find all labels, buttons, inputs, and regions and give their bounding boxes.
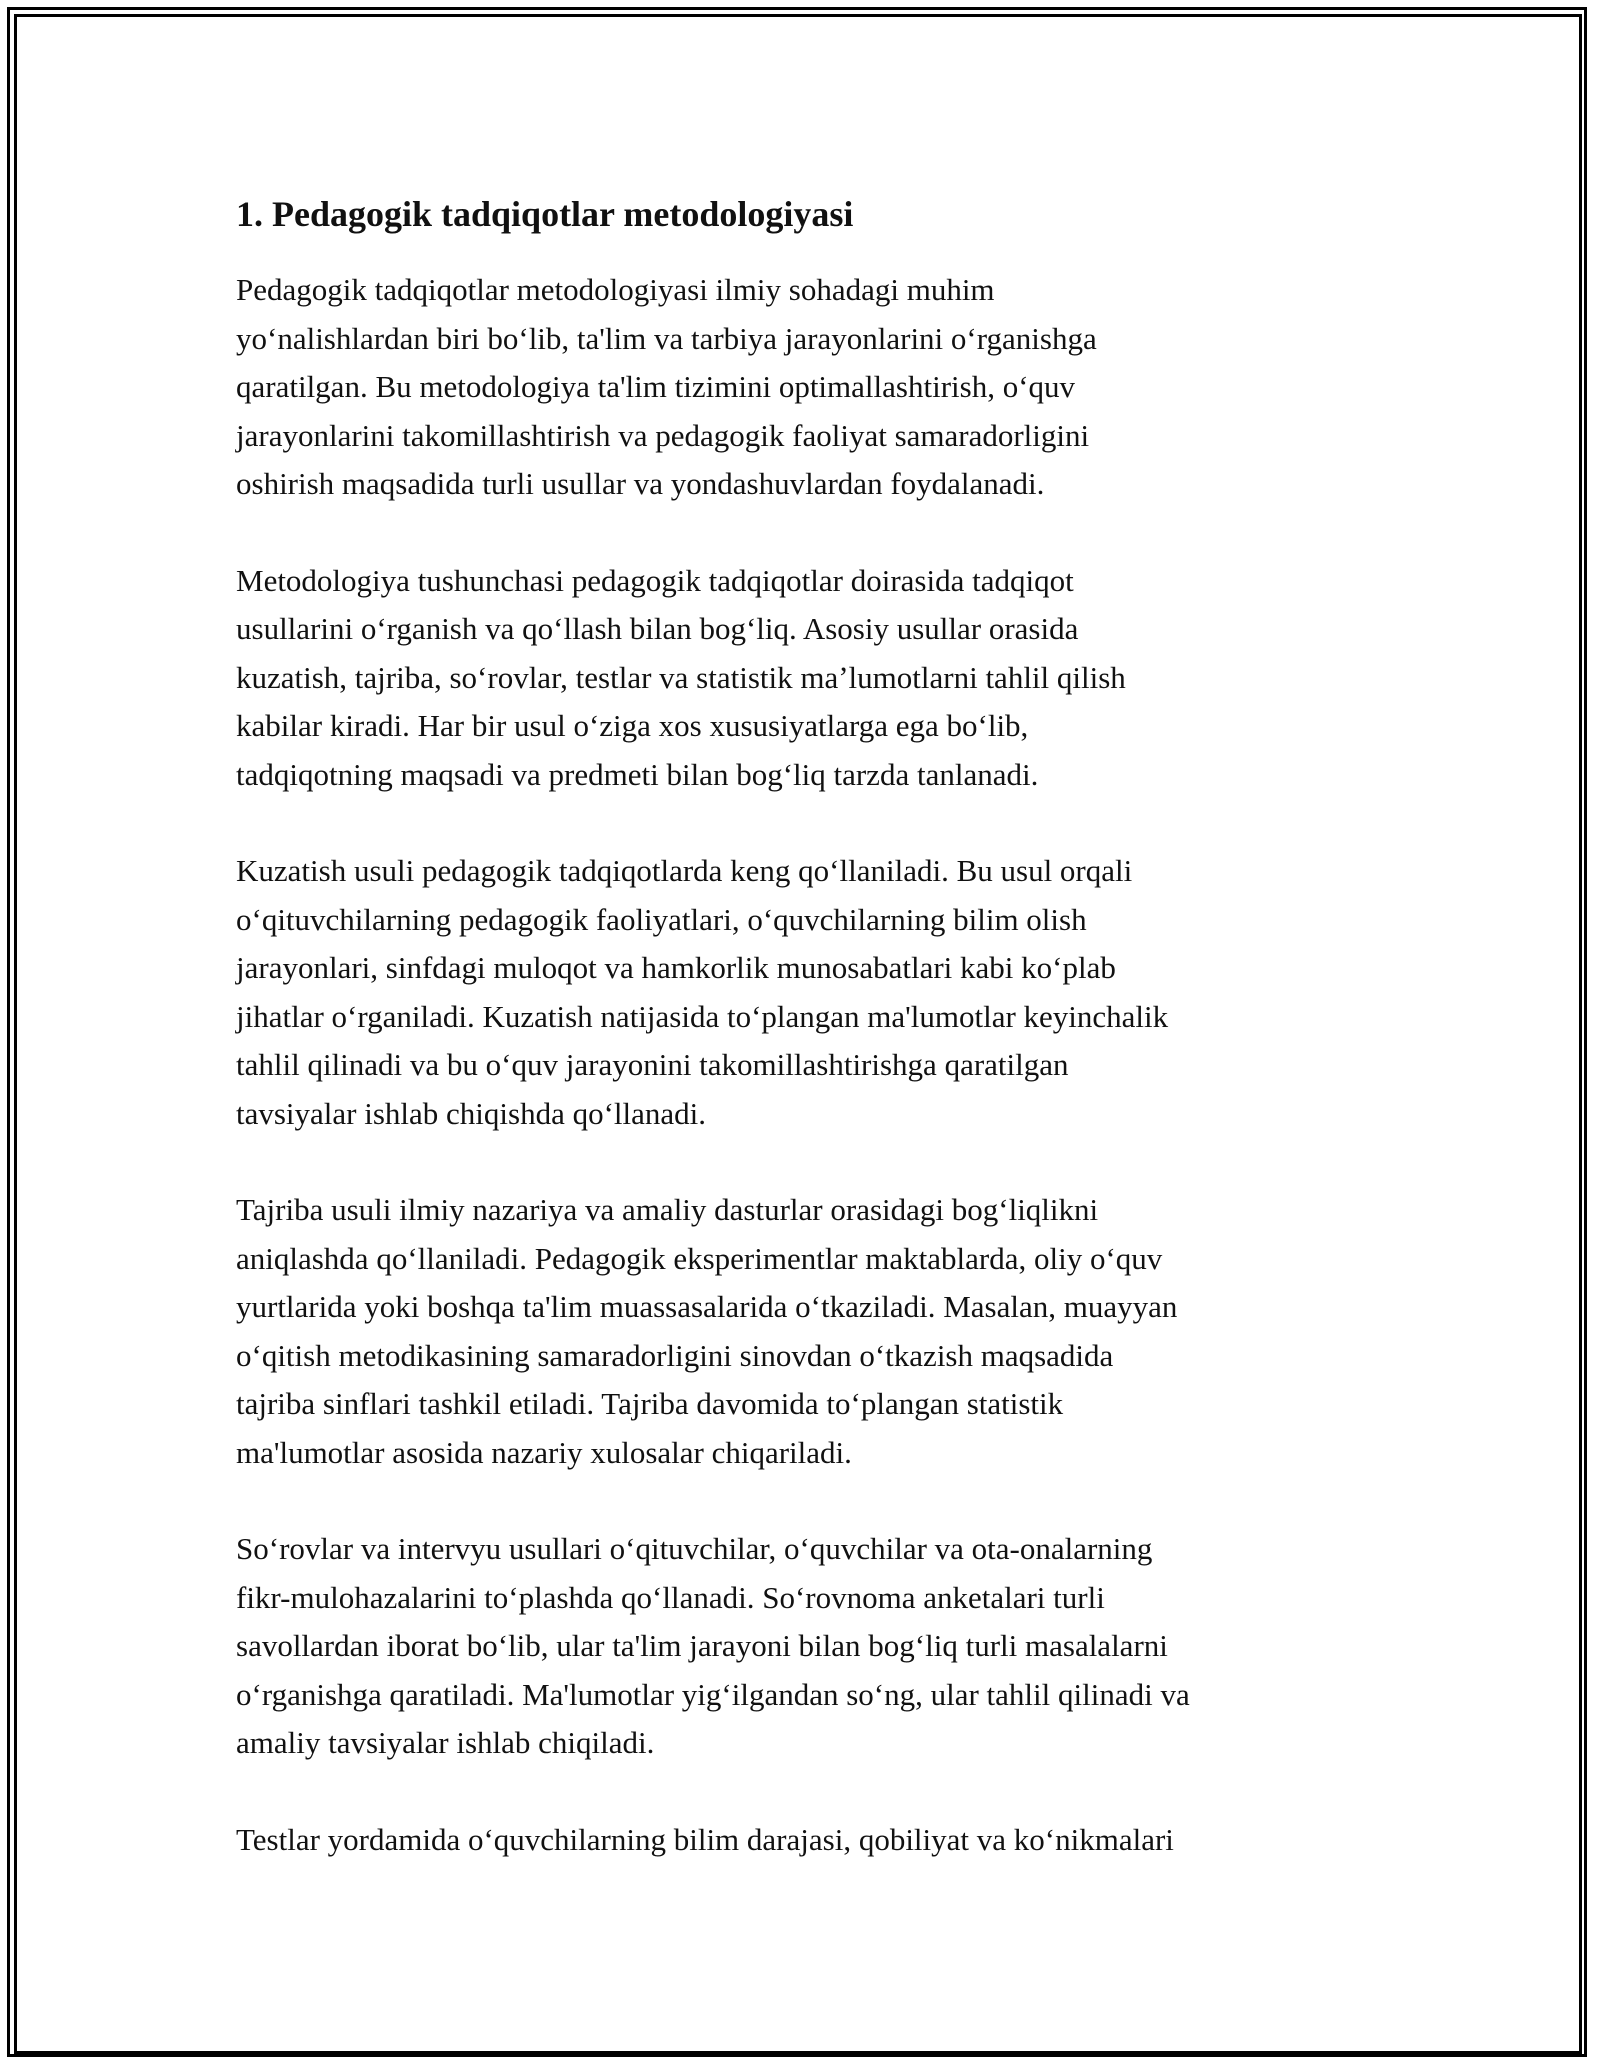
text-line: Testlar yordamida oʻquvchilarning bilim darajasi, qobiliyat va koʻnikmalari bbox=[236, 1821, 1174, 1857]
text-line: tajriba sinflari tashkil etiladi. Tajriba davomida toʻplangan statistik bbox=[236, 1386, 1064, 1421]
text-line: yoʻnalishlardan biri boʻlib, ta'lim va tarbiya jarayonlarini oʻrganishga bbox=[236, 320, 1097, 356]
text-line: Metodologiya tushunchasi pedagogik tadqiqotlar doirasida tadqiqot bbox=[236, 562, 1074, 598]
paragraph-survey-method bbox=[236, 1525, 1396, 1768]
paragraph-methodology-intro bbox=[236, 266, 1396, 509]
text-line: jihatlar oʻrganiladi. Kuzatish natijasida toʻplangan ma'lumotlar keyinchalik bbox=[236, 998, 1169, 1034]
text-line: Soʻrovlar va intervyu usullari oʻqituvchilar, oʻquvchilar va ota-onalarning bbox=[236, 1531, 1153, 1566]
text-line: jarayonlarini takomillashtirish va pedagogik faoliyat samaradorligini bbox=[236, 417, 1090, 453]
text-line: qaratilgan. Bu metodologiya ta'lim tizimini optimallashtirish, oʻquv bbox=[236, 369, 1076, 404]
paragraph-methodology-concept bbox=[236, 557, 1396, 800]
text-line: tavsiyalar ishlab chiqishda qoʻllanadi. bbox=[236, 1095, 707, 1131]
text-line: savollardan iborat boʻlib, ular ta'lim jarayoni bilan bogʻliq turli masalalarni bbox=[236, 1628, 1168, 1663]
text-line: aniqlashda qoʻllaniladi. Pedagogik eksperimentlar maktablarda, oliy oʻquv bbox=[236, 1240, 1163, 1276]
text-line: jarayonlari, sinfdagi muloqot va hamkorlik munosabatlari kabi koʻplab bbox=[236, 950, 1116, 985]
text-line: usullarini oʻrganish va qoʻllash bilan bogʻliq. Asosiy usullar orasida bbox=[236, 611, 1079, 646]
text-line: Pedagogik tadqiqotlar metodologiyasi ilmiy sohadagi muhim bbox=[236, 272, 995, 307]
text-line: amaliy tavsiyalar ishlab chiqiladi. bbox=[236, 1725, 655, 1760]
paragraph-testing-method bbox=[236, 1816, 1396, 1865]
text-line: oʻrganishga qaratiladi. Ma'lumotlar yigʻilgandan soʻng, ular tahlil qilinadi va bbox=[236, 1676, 1190, 1712]
text-line: ma'lumotlar asosida nazariy xulosalar chiqariladi. bbox=[236, 1434, 852, 1470]
section-heading: 1. Pedagogik tadqiqotlar metodologiyasi bbox=[236, 194, 854, 234]
document-body bbox=[236, 188, 1396, 1912]
text-line: yurtlarida yoki boshqa ta'lim muassasalarida oʻtkaziladi. Masalan, muayyan bbox=[236, 1289, 1178, 1324]
paragraph-experiment-method bbox=[236, 1186, 1396, 1477]
text-line: oʻqitish metodikasining samaradorligini sinovdan oʻtkazish maqsadida bbox=[236, 1337, 1114, 1373]
text-line: kabilar kiradi. Har bir usul oʻziga xos xususiyatlarga ega boʻlib, bbox=[236, 708, 1029, 743]
text-line: oʻqituvchilarning pedagogik faoliyatlari, oʻquvchilarning bilim olish bbox=[236, 901, 1087, 937]
text-line: tahlil qilinadi va bu oʻquv jarayonini takomillashtirishga qaratilgan bbox=[236, 1047, 1069, 1082]
text-line: Kuzatish usuli pedagogik tadqiqotlarda keng qoʻllaniladi. Bu usul orqali bbox=[236, 853, 1133, 888]
text-line: Tajriba usuli ilmiy nazariya va amaliy dasturlar orasidagi bogʻliqlikni bbox=[236, 1192, 1099, 1227]
text-line: oshirish maqsadida turli usullar va yondashuvlardan foydalanadi. bbox=[236, 466, 1045, 501]
paragraph-observation-method bbox=[236, 847, 1396, 1138]
text-line: kuzatish, tajriba, soʻrovlar, testlar va statistik maʼlumotlarni tahlil qilish bbox=[236, 659, 1126, 695]
text-line: fikr-mulohazalarini toʻplashda qoʻllanadi. Soʻrovnoma anketalari turli bbox=[236, 1579, 1105, 1615]
text-line: tadqiqotning maqsadi va predmeti bilan bogʻliq tarzda tanlanadi. bbox=[236, 756, 1039, 792]
